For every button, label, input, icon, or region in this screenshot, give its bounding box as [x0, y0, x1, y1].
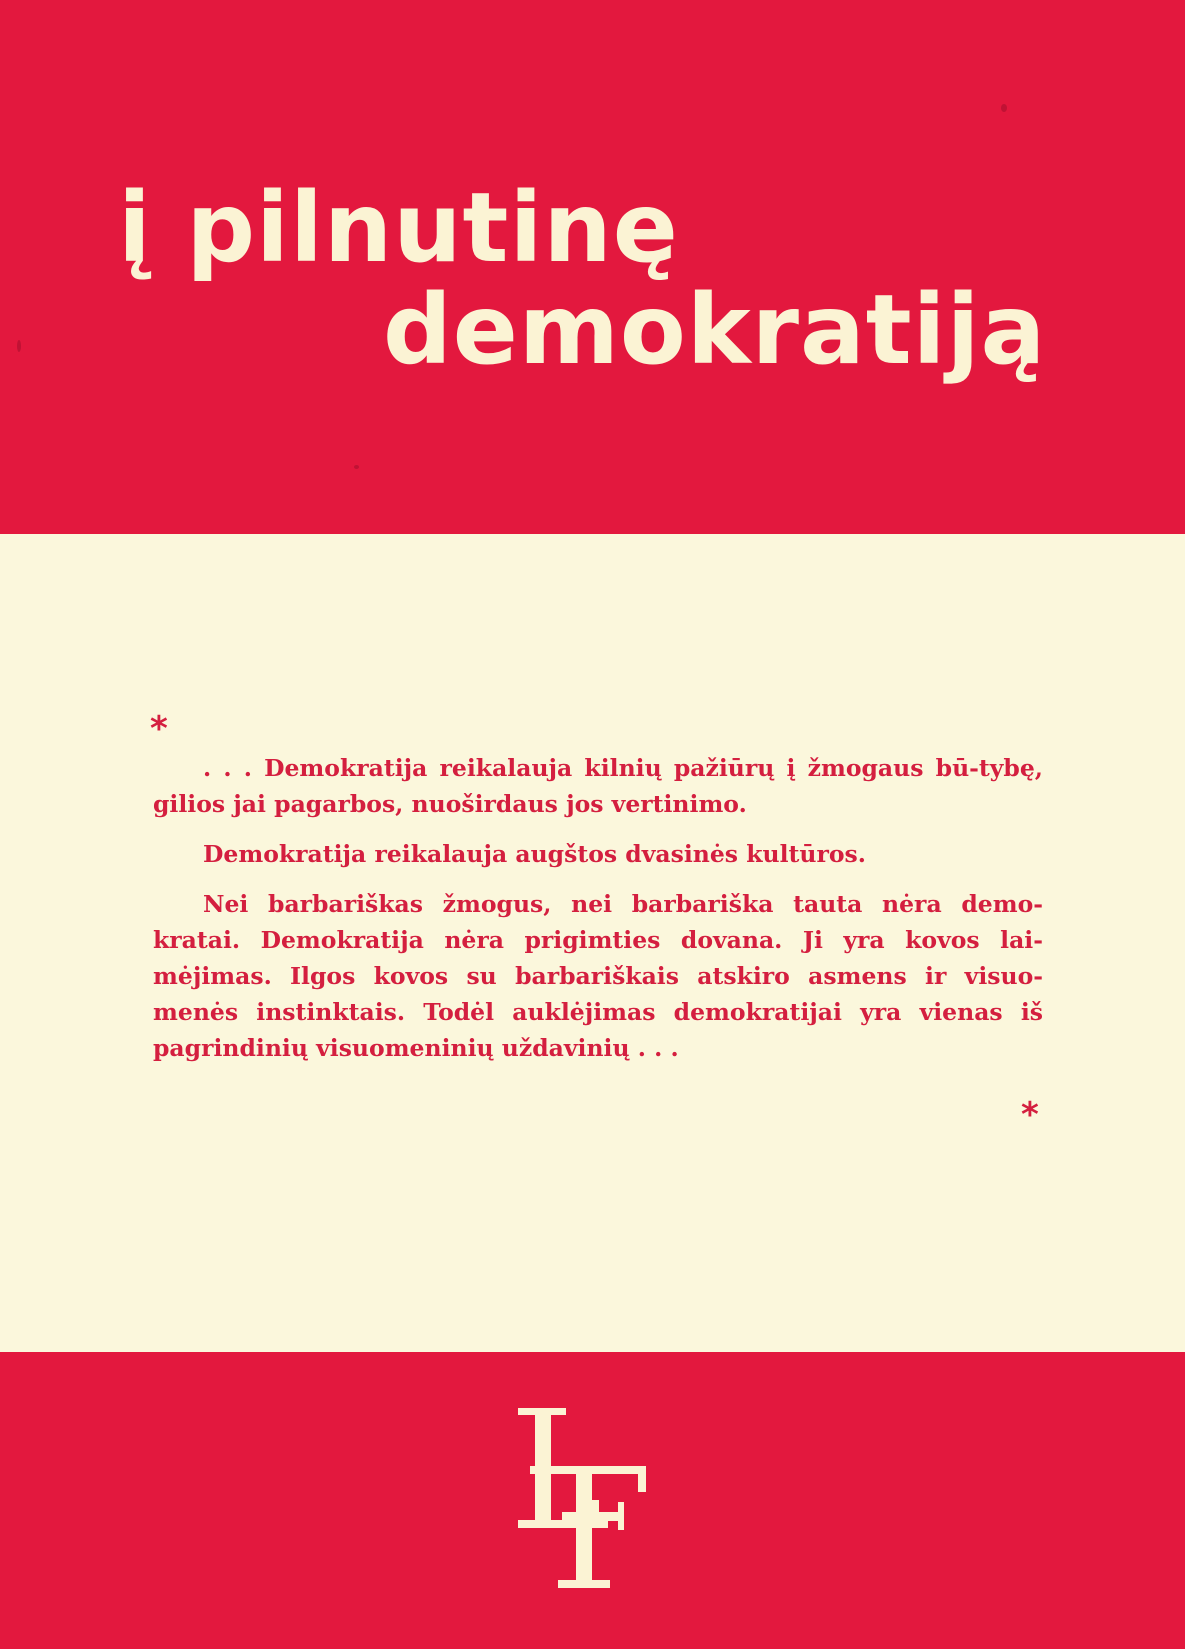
print-speck — [1001, 104, 1007, 112]
print-speck — [17, 340, 21, 352]
quotation-paragraph-1: . . . Demokratija reikalauja kilnių pažiūrų į žmogaus bū-tybę, gilios jai pagarbos, nuoširdaus jos vertinimo. — [153, 754, 1043, 818]
asterisk-ornament-bottom: * — [1021, 1095, 1039, 1135]
quotation-paragraph-2: Demokratija reikalauja augštos dvasinės kultūros. — [203, 840, 866, 868]
asterisk-ornament-top: * — [150, 709, 168, 749]
quotation-text — [153, 750, 1043, 1080]
title-line-1: į pilnutinę — [118, 172, 679, 284]
lf-monogram-logo — [510, 1408, 650, 1588]
quotation-paragraph-3: Nei barbariškas žmogus, nei barbariška tauta nėra demo-kratai. Demokratija nėra prigimties dovana. Ji yra kovos lai-mėjimas. Ilgos kovos su barbariškais atskiro asmens ir visuo-menės instinktais. Todėl auklėjimas demokratijai yra vienas iš pagrindinių visuomeninių uždavinių . . . — [153, 890, 1043, 1062]
print-speck — [354, 465, 359, 469]
title-line-2: demokratiją — [383, 274, 1047, 386]
